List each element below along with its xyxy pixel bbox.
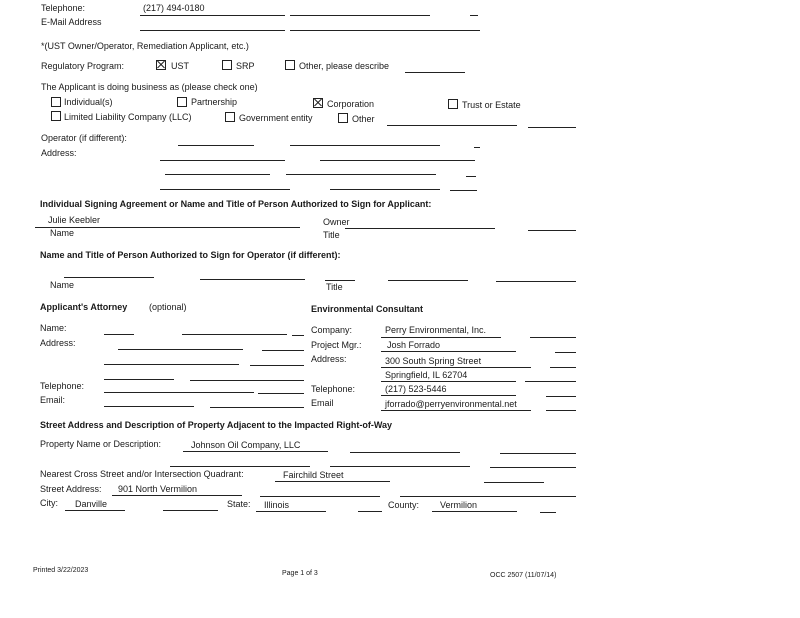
other-program-checkbox[interactable] (285, 60, 295, 70)
blank-line (470, 15, 478, 16)
attorney-address-line[interactable] (104, 379, 174, 380)
consultant-address-label: Address: (311, 354, 347, 364)
blank-line (190, 380, 304, 381)
consultant-address-line (381, 367, 531, 368)
printed-date: Printed 3/22/2023 (33, 567, 89, 574)
attorney-name-line[interactable] (104, 334, 134, 335)
other-business-checkbox[interactable] (338, 113, 348, 123)
county-label: County: (388, 500, 420, 510)
operator-line[interactable] (290, 145, 440, 146)
blank-line (530, 337, 576, 338)
blank-line (555, 352, 576, 353)
operator-sign-name-line[interactable] (200, 279, 305, 280)
cross-street-value[interactable]: Fairchild Street (283, 470, 344, 480)
llc-checkbox[interactable] (51, 111, 61, 121)
street-address-value[interactable]: 901 North Vermilion (118, 484, 198, 494)
blank-line (358, 511, 382, 512)
consultant-pm-line (381, 351, 516, 352)
form-number: OCC 2507 (11/07/14) (490, 572, 557, 579)
other-business-label: Other (352, 114, 375, 124)
blank-line (258, 393, 304, 394)
city-label: City: (40, 498, 58, 508)
operator-label: Operator (if different): (41, 133, 127, 143)
operator-address-line[interactable] (286, 174, 436, 175)
blank-line (350, 452, 460, 453)
attorney-address-line[interactable] (118, 349, 243, 350)
operator-sign-title-line[interactable] (388, 280, 468, 281)
regulatory-label: Regulatory Program: (41, 61, 125, 71)
property-value[interactable]: Johnson Oil Company, LLC (191, 440, 301, 450)
operator-sign-title-label: Title (326, 282, 343, 292)
consultant-heading: Environmental Consultant (311, 304, 424, 314)
consultant-pm-value[interactable]: Josh Forrado (387, 340, 441, 350)
ust-label: UST (171, 61, 189, 71)
property-line (183, 451, 328, 452)
city-value[interactable]: Danville (75, 499, 108, 509)
blank-line (490, 467, 576, 468)
operator-line[interactable] (178, 145, 254, 146)
operator-address-label: Address: (41, 148, 77, 158)
blank-line (496, 281, 576, 282)
operator-address-line[interactable] (160, 189, 290, 190)
property-label: Property Name or Description: (40, 439, 162, 449)
attorney-address-label: Address: (40, 338, 76, 348)
signing-heading: Individual Signing Agreement or Name and Title of Person Authorized to Sign for Applicant: (40, 199, 432, 209)
llc-label: Limited Liability Company (LLC) (64, 112, 192, 122)
srp-label: SRP (236, 61, 255, 71)
attorney-email-line[interactable] (104, 406, 194, 407)
signer-title-label: Title (323, 230, 340, 240)
consultant-pm-label: Project Mgr.: (311, 340, 362, 350)
telephone-line (140, 15, 285, 16)
owner-footnote: *(UST Owner/Operator, Remediation Applicant, etc.) (41, 41, 249, 51)
street-address-line (112, 495, 242, 496)
signer-name-value[interactable]: Julie Keebler (48, 215, 101, 225)
blank-line (500, 453, 576, 454)
consultant-company-label: Company: (311, 325, 353, 335)
other-program-label: Other, please describe (299, 61, 390, 71)
attorney-heading: Applicant's Attorney (40, 302, 128, 312)
blank-line (330, 466, 470, 467)
attorney-address-line[interactable] (262, 350, 304, 351)
state-value[interactable]: Illinois (264, 500, 290, 510)
blank-line (528, 127, 576, 128)
srp-checkbox[interactable] (222, 60, 232, 70)
consultant-telephone-label: Telephone: (311, 384, 356, 394)
telephone-label: Telephone: (41, 3, 86, 13)
blank-line (546, 410, 576, 411)
operator-address-line[interactable] (330, 189, 440, 190)
consultant-company-value[interactable]: Perry Environmental, Inc. (385, 325, 487, 335)
government-checkbox[interactable] (225, 112, 235, 122)
blank-line (170, 466, 310, 467)
individuals-checkbox[interactable] (51, 97, 61, 107)
partnership-checkbox[interactable] (177, 97, 187, 107)
signer-title-line (345, 228, 495, 229)
operator-sign-heading: Name and Title of Person Authorized to Sign for Operator (if different): (40, 250, 341, 260)
attorney-telephone-label: Telephone: (40, 381, 85, 391)
other-business-line[interactable] (387, 125, 517, 126)
operator-sign-name-label: Name (50, 280, 75, 290)
blank-line (525, 381, 576, 382)
blank-line (290, 30, 480, 31)
consultant-telephone-line (381, 395, 516, 396)
trust-estate-label: Trust or Estate (462, 100, 521, 110)
consultant-company-line (381, 337, 501, 338)
cross-street-line (275, 481, 390, 482)
page-number: Page 1 of 3 (282, 570, 318, 577)
other-program-line[interactable] (405, 72, 465, 73)
attorney-email-label: Email: (40, 395, 66, 405)
blank-line (474, 147, 480, 148)
street-heading: Street Address and Description of Property Adjacent to the Impacted Right-of-Way (40, 420, 393, 430)
consultant-email-value[interactable]: jforrado@perryenvironmental.net (385, 399, 517, 409)
county-value[interactable]: Vermilion (440, 500, 478, 510)
signer-name-line (35, 227, 300, 228)
signer-name-label: Name (50, 228, 75, 238)
blank-line (400, 496, 576, 497)
email-label: E-Mail Address (41, 17, 102, 27)
blank-line (292, 335, 304, 336)
consultant-address-line (381, 381, 516, 382)
trust-estate-checkbox[interactable] (448, 99, 458, 109)
corporation-checkbox[interactable] (313, 98, 323, 108)
state-line (256, 511, 326, 512)
street-address-label: Street Address: (40, 484, 102, 494)
consultant-address-line2[interactable]: Springfield, IL 62704 (385, 370, 468, 380)
government-label: Government entity (239, 113, 313, 123)
county-line (432, 511, 517, 512)
blank-line (466, 176, 476, 177)
blank-line (290, 15, 430, 16)
business-prompt: The Applicant is doing business as (please check one) (41, 82, 258, 92)
blank-line (260, 496, 380, 497)
telephone-value[interactable]: (217) 494-0180 (143, 3, 205, 13)
blank-line (528, 230, 576, 231)
blank-line (163, 510, 218, 511)
blank-line (484, 482, 544, 483)
blank-line (546, 396, 576, 397)
cross-street-label: Nearest Cross Street and/or Intersection Quadrant: (40, 469, 244, 479)
blank-line (250, 365, 304, 366)
operator-address-line[interactable] (165, 174, 270, 175)
attorney-name-line[interactable] (182, 334, 287, 335)
attorney-telephone-line[interactable] (104, 392, 254, 393)
signer-title-value[interactable]: Owner (323, 217, 350, 227)
consultant-address-line1[interactable]: 300 South Spring Street (385, 356, 482, 366)
attorney-optional: (optional) (149, 302, 187, 312)
operator-sign-name-line[interactable] (64, 277, 154, 278)
state-label: State: (227, 499, 251, 509)
attorney-address-line[interactable] (104, 364, 239, 365)
corporation-label: Corporation (327, 99, 375, 109)
operator-address-line[interactable] (160, 160, 285, 161)
consultant-email-line (381, 410, 531, 411)
blank-line (550, 367, 576, 368)
blank-line (540, 512, 556, 513)
individuals-label: Individual(s) (64, 97, 113, 107)
operator-sign-title-line[interactable] (325, 280, 355, 281)
consultant-email-label: Email (311, 398, 334, 408)
blank-line (450, 190, 477, 191)
ust-checkbox[interactable] (156, 60, 166, 70)
consultant-telephone-value[interactable]: (217) 523-5446 (385, 384, 447, 394)
blank-line (210, 407, 304, 408)
partnership-label: Partnership (191, 97, 238, 107)
attorney-name-label: Name: (40, 323, 67, 333)
email-line[interactable] (140, 30, 285, 31)
operator-address-line[interactable] (320, 160, 475, 161)
city-line (65, 510, 125, 511)
